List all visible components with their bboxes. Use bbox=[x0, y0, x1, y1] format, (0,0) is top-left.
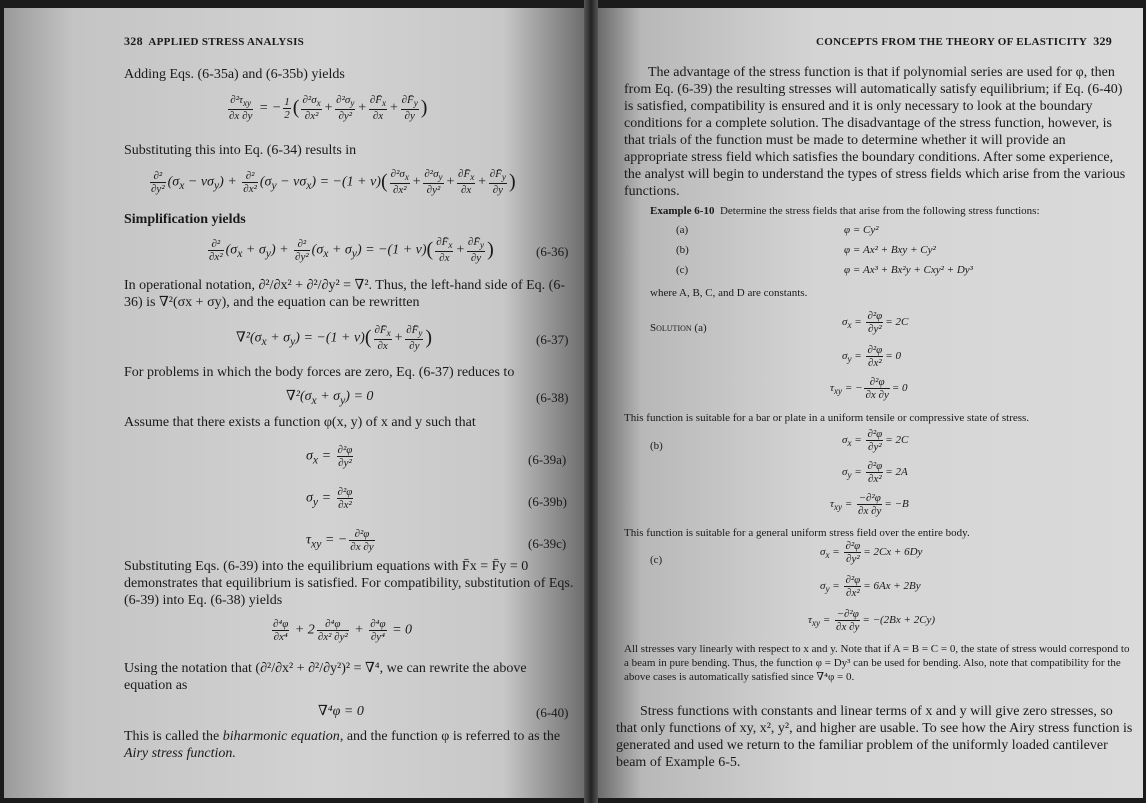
function-c: φ = Ax³ + Bx²y + Cxy² + Dy³ bbox=[844, 264, 973, 276]
sol-b-row-2: $\sigma_y$ = $\frac{\text{∂²φ}}{\text{∂x²}}$ = 2A bbox=[842, 460, 908, 485]
equation-6-39c: $\tau_{xy}$ = − $\frac{\text{∂²φ}}{\partial x \partial y}$ bbox=[306, 528, 374, 553]
left-paragraph-9 bbox=[124, 728, 574, 762]
example-heading bbox=[650, 204, 1130, 218]
sol-c-val-3: = −(2Bx + 2Cy) bbox=[862, 614, 936, 627]
eq-number-6-37: (6-37) bbox=[536, 332, 569, 347]
solution-c-label: (c) bbox=[650, 554, 663, 566]
right-closing-paragraph: Stress functions with constants and linear terms of x and y will give zero stresses, so that only functions of xy, x², y², and higher are usable. To see how the Airy stress function is generated and used we return to the familiar problem of the uniformly loaded cantilever beam of Example 6-5. bbox=[616, 704, 1133, 770]
left-running-head bbox=[124, 34, 304, 49]
eq-number-6-38: (6-38) bbox=[536, 390, 569, 405]
eq-number-6-36: (6-36) bbox=[536, 244, 569, 259]
example-text: Determine the stress fields that arise from the following stress functions: bbox=[719, 205, 1040, 217]
sol-a-val-1: = 2C bbox=[885, 316, 909, 329]
left-paragraph-1: Adding Eqs. (6-35a) and (6-35b) yields bbox=[124, 67, 345, 82]
function-a: φ = Cy² bbox=[844, 224, 879, 236]
example-label: Example 6-10 bbox=[650, 205, 715, 217]
case-b-label: (b) bbox=[676, 244, 689, 256]
eq-number-6-39c: (6-39c) bbox=[528, 536, 567, 551]
equation-substituted: $\frac{\text{∂²}}{\text{∂y²}}$ $(\sigma_x - \nu\sigma_y)$ + $\frac{\text{∂²}}{\text{∂x²}}$ $(\sigma_y - \nu\sigma_x) = -(1 + \nu)$( $\frac{\partial^2\sigma_x}{\text{∂x²}}$ + $\frac{\partial^2\sigma_y}{\text{∂y²}}$ + $\frac{\partial F̄_x}{\partial x}$ + $\frac{\partial F̄_y}{\partial y}$ ) bbox=[151, 168, 516, 197]
equation-6-36: $\frac{\text{∂²}}{\text{∂x²}}$ $(\sigma_x + \sigma_y)$ + $\frac{\text{∂²}}{\text{∂y²}}$ $(\sigma_x + \sigma_y) = -(1 + \nu)$( $\frac{\partial F̄_x}{\partial x}$ + $\frac{\partial F̄_y}{\partial y}$ ) bbox=[209, 236, 494, 265]
left-paragraph-2: Substituting this into Eq. (6-34) results in bbox=[124, 143, 357, 158]
left-paragraph-3: Simplification yields bbox=[124, 212, 246, 227]
right-page bbox=[598, 8, 1143, 798]
equation-biharmonic-expanded: $\frac{\text{∂⁴φ}}{\text{∂x⁴}}$ + 2 $\frac{\text{∂⁴φ}}{\text{∂x² ∂y²}}$ + $\frac{\text{∂⁴φ}}{\text{∂y⁴}}$ = 0 bbox=[273, 618, 413, 643]
equation-6-40: ∇⁴φ = 0 bbox=[318, 704, 364, 719]
right-running-head bbox=[816, 34, 1112, 49]
sol-c-row-1: $\sigma_x$ = $\frac{\text{∂²φ}}{\text{∂y²}}$ = 2Cx + 6Dy bbox=[820, 540, 923, 565]
p9-text-a: This is called the bbox=[124, 729, 223, 744]
case-c-label: (c) bbox=[676, 264, 689, 276]
note-case-a: This function is suitable for a bar or plate in a uniform tensile or compressive state of stress. bbox=[624, 412, 1030, 424]
eq-number-6-40: (6-40) bbox=[536, 705, 569, 720]
left-paragraph-5: For problems in which the body forces are zero, Eq. (6-37) reduces to bbox=[124, 365, 515, 380]
sol-a-row-2: $\sigma_y$ = $\frac{\text{∂²φ}}{\text{∂x²}}$ = 0 bbox=[842, 344, 901, 369]
left-paragraph-6: Assume that there exists a function φ(x, y) of x and y such that bbox=[124, 415, 476, 430]
eq-number-6-39b: (6-39b) bbox=[528, 494, 567, 509]
sol-c-row-2: $\sigma_y$ = $\frac{\text{∂²φ}}{\text{∂x²}}$ = 6Ax + 2By bbox=[820, 574, 921, 599]
sol-b-val-1: = 2C bbox=[885, 434, 909, 447]
note-case-b: This function is suitable for a general uniform stress field over the entire body. bbox=[624, 527, 970, 539]
solution-a-label: Solution (a) bbox=[650, 322, 707, 334]
solution-label: Solution bbox=[650, 322, 692, 334]
p9-airy: Airy stress function. bbox=[124, 746, 236, 761]
case-a-label: (a) bbox=[676, 224, 689, 236]
left-header-title: APPLIED STRESS ANALYSIS bbox=[148, 36, 305, 48]
left-page-number: 328 bbox=[124, 34, 143, 48]
left-paragraph-8: Using the notation that (∂²/∂x² + ∂²/∂y²)² = ∇⁴, we can rewrite the above equation as bbox=[124, 661, 527, 693]
left-page bbox=[4, 8, 584, 798]
note-case-c: All stresses vary linearly with respect to x and y. Note that if A = B = C = 0, the state of stress would correspond to a beam in pure bending. Thus, the function φ = Dy³ can be used for bending. Also, note that compatibility for the above cases is automatically satisfied since ∇⁴φ = 0. bbox=[624, 643, 1130, 683]
left-paragraph-4: In operational notation, ∂²/∂x² + ∂²/∂y² = ∇². Thus, the left-hand side of Eq. (6-36) is ∇²(σx + σy), and the equation can be rewritten bbox=[124, 278, 565, 310]
equation-tau-xy: $\frac{\partial^2\tau_{xy}}{\partial x \partial y}$ = − $\frac{1}{2}$ ( $\frac{\partial^2\sigma_x}{\text{∂x²}}$ + $\frac{\partial^2\sigma_y}{\text{∂y²}}$ + $\frac{\partial F̄_x}{\partial x}$ + $\frac{\partial F̄_y}{\partial y}$ ) bbox=[229, 94, 428, 123]
eq-number-6-39a: (6-39a) bbox=[528, 452, 567, 467]
sol-c-val-2: = 6Ax + 2By bbox=[863, 580, 921, 593]
sol-a-val-3: = 0 bbox=[891, 382, 908, 395]
solution-b-label: (b) bbox=[650, 440, 663, 452]
book-gutter bbox=[584, 0, 598, 803]
sol-c-row-3: $\tau_{xy}$ = $\frac{\text{−∂²φ}}{\partial x \partial y}$ = −(2Bx + 2Cy) bbox=[808, 608, 936, 633]
sol-a-row-3: $\tau_{xy}$ = − $\frac{\text{∂²φ}}{\partial x \partial y}$ = 0 bbox=[830, 376, 908, 401]
equation-6-37: $\nabla^2(\sigma_x + \sigma_y) = -(1 + \nu)$( $\frac{\partial F̄_x}{\partial x}$ + $\frac{\partial F̄_y}{\partial y}$ ) bbox=[236, 324, 433, 353]
left-paragraph-7: Substituting Eqs. (6-39) into the equilibrium equations with F̄x = F̄y = 0 demonstrates that equilibrium is satisfied. For compatibility, substitution of Eqs. (6-39) into Eq. (6-38) yields bbox=[124, 559, 574, 608]
right-header-title: CONCEPTS FROM THE THEORY OF ELASTICITY bbox=[816, 36, 1088, 48]
sol-b-row-3: $\tau_{xy}$ = $\frac{\text{−∂²φ}}{\partial x \partial y}$ = −B bbox=[830, 492, 909, 517]
sol-b-val-3: = −B bbox=[884, 498, 909, 511]
equation-6-39b: $\sigma_y$ = $\frac{\text{∂²φ}}{\text{∂x²}}$ bbox=[306, 486, 353, 511]
sol-c-val-1: = 2Cx + 6Dy bbox=[863, 546, 923, 559]
p9-biharmonic: biharmonic equation bbox=[222, 729, 340, 744]
sol-a-row-1: $\sigma_x$ = $\frac{\text{∂²φ}}{\text{∂y²}}$ = 2C bbox=[842, 310, 909, 335]
p9-text-c: , and the function φ is referred to as the bbox=[339, 729, 561, 744]
right-intro-paragraph: The advantage of the stress function is that if polynomial series are used for φ, then from Eq. (6-39) the resulting stresses will automatically satisfy equilibrium; if Eq. (6-40) is satisfied, compatibility is ensured and it is only necessary to look at the boundary conditions for a complete solution. The disadvantage of the stress function, however, is that trials of the function must be made to determine whether it will provide an appropriate stress field which satisfies the boundary conditions. After some experience, the analyst will begin to understand the types of stress fields which arise from the various functions. bbox=[624, 65, 1126, 199]
right-page-number: 329 bbox=[1093, 34, 1113, 48]
sol-b-val-2: = 2A bbox=[885, 466, 908, 479]
equation-6-38: $\nabla^2(\sigma_x + \sigma_y) = 0$ bbox=[286, 389, 374, 407]
equation-6-39a: $\sigma_x$ = $\frac{\text{∂²φ}}{\text{∂y²}}$ bbox=[306, 444, 353, 469]
function-b: φ = Ax² + Bxy + Cy² bbox=[844, 244, 936, 256]
sol-b-row-1: $\sigma_x$ = $\frac{\text{∂²φ}}{\text{∂y²}}$ = 2C bbox=[842, 428, 909, 453]
constants-note: where A, B, C, and D are constants. bbox=[650, 287, 808, 299]
sol-a-val-2: = 0 bbox=[885, 350, 901, 363]
